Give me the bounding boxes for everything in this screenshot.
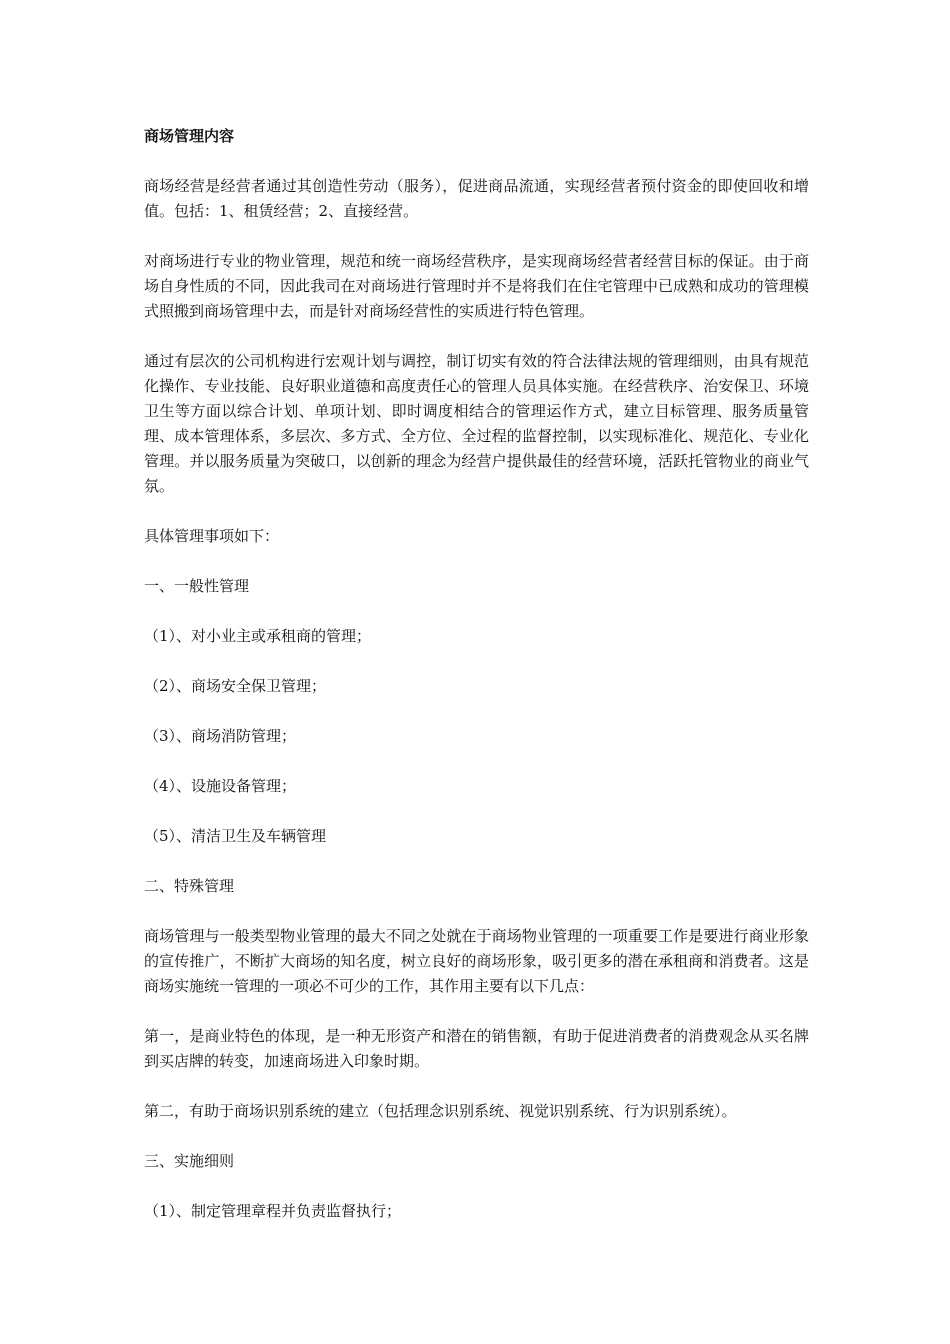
- paragraph-point-second: 第二，有助于商场识别系统的建立（包括理念识别系统、视觉识别系统、行为识别系统）。: [144, 1102, 737, 1120]
- section-heading-rules: 三、实施细则: [144, 1152, 235, 1170]
- list-item: （1）、对小业主或承租商的管理；: [144, 627, 372, 645]
- paragraph-property-management: 对商场进行专业的物业管理，规范和统一商场经营秩序，是实现商场经营者经营目标的保证。由于商场自身性质的不同，因此我司在对商场进行管理时并不是将我们在住宅管理中已成熟和成功的管理模式照搬到商场管理中去，而是针对商场经营性的实质进行特色管理。: [144, 252, 809, 320]
- list-item: （3）、商场消防管理；: [144, 727, 297, 745]
- list-item: （5）、清洁卫生及车辆管理: [144, 827, 327, 845]
- paragraph-point-first: 第一，是商业特色的体现，是一种无形资产和潜在的销售额，有助于促进消费者的消费观念从买名牌到买店牌的转变，加速商场进入印象时期。: [144, 1027, 809, 1070]
- document-title: 商场管理内容: [144, 127, 235, 145]
- paragraph-items-heading: 具体管理事项如下：: [144, 527, 280, 545]
- list-item: （2）、商场安全保卫管理；: [144, 677, 327, 695]
- list-item: （4）、设施设备管理；: [144, 777, 297, 795]
- paragraph-special-management: 商场管理与一般类型物业管理的最大不同之处就在于商场物业管理的一项重要工作是要进行商业形象的宣传推广，不断扩大商场的知名度，树立良好的商场形象，吸引更多的潜在承租商和消费者。这是商场实施统一管理的一项必不可少的工作，其作用主要有以下几点：: [144, 927, 809, 995]
- document-page: [144, 124, 809, 1224]
- section-heading-general: 一、一般性管理: [144, 577, 250, 595]
- section-heading-special: 二、特殊管理: [144, 877, 235, 895]
- list-item: （1）、制定管理章程并负责监督执行；: [144, 1202, 402, 1220]
- paragraph-intro: 商场经营是经营者通过其创造性劳动（服务），促进商品流通，实现经营者预付资金的即使回收和增值。包括：1、租赁经营；2、直接经营。: [144, 177, 809, 220]
- paragraph-organization: 通过有层次的公司机构进行宏观计划与调控，制订切实有效的符合法律法规的管理细则，由具有规范化操作、专业技能、良好职业道德和高度责任心的管理人员具体实施。在经营秩序、治安保卫、环境卫生等方面以综合计划、单项计划、即时调度相结合的管理运作方式，建立目标管理、服务质量管理、成本管理体系，多层次、多方式、全方位、全过程的监督控制，以实现标准化、规范化、专业化管理。并以服务质量为突破口，以创新的理念为经营户提供最佳的经营环境，活跃托管物业的商业气氛。: [144, 352, 809, 495]
